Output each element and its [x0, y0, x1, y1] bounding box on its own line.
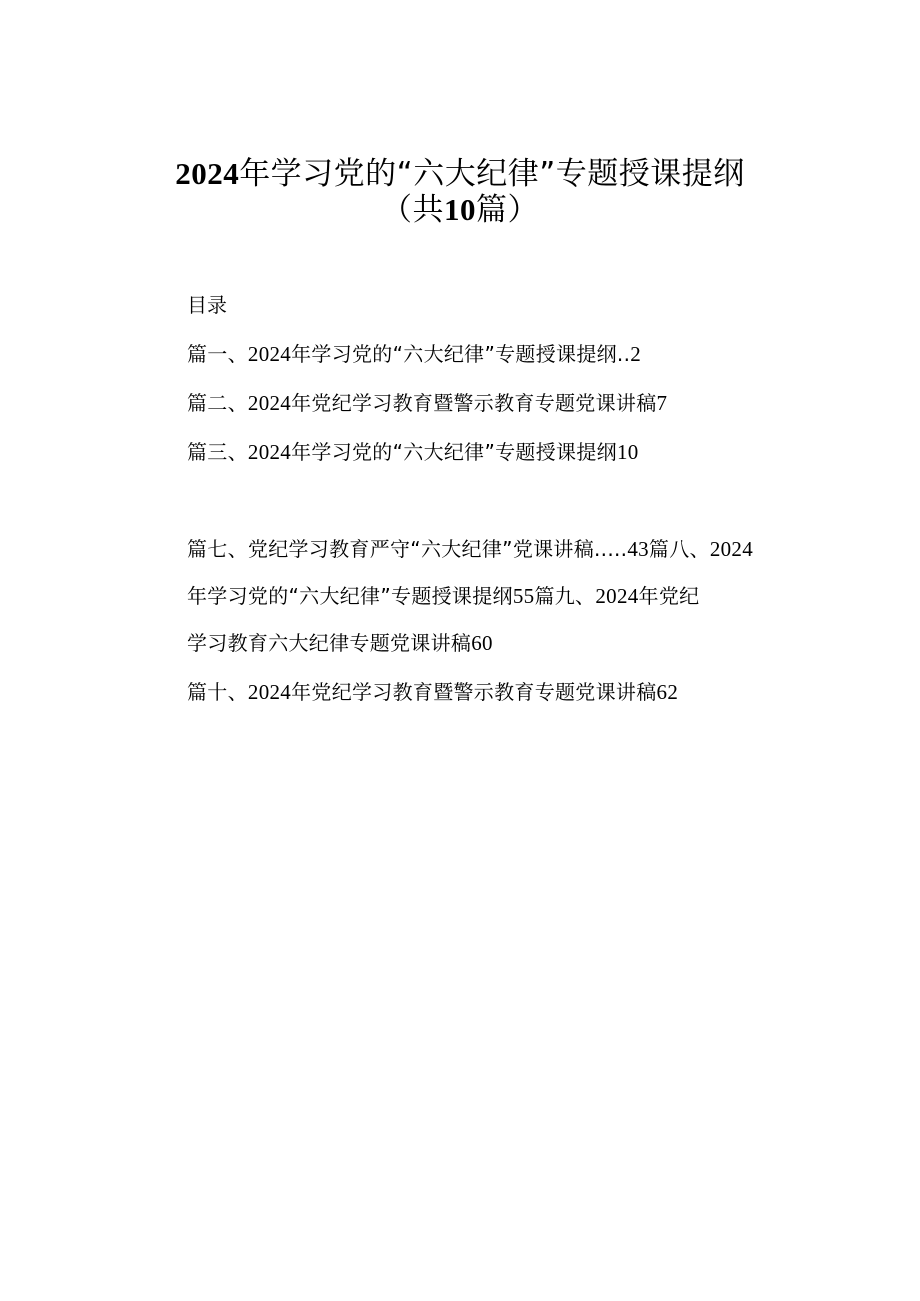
toc-entry-year: 2024 [247, 342, 292, 366]
toc-heading: 目录 [187, 293, 227, 317]
toc-entry-text: 年党纪学习教育暨警示教育专题党课讲稿 [291, 391, 657, 415]
toc-wrapped-page: 55 [512, 584, 535, 608]
toc-wrapped-text: 年学习党的“六大纪律”专题授课提纲 [187, 584, 513, 608]
toc-entry-year: 2024 [247, 440, 292, 464]
toc-entry-page: 7 [656, 391, 668, 415]
toc-wrapped-year: 2024 [709, 537, 754, 561]
toc-entry-year: 2024 [247, 391, 292, 415]
toc-wrapped-text: 年党纪 [638, 584, 700, 608]
toc-wrapped-text: 学习教育六大纪律专题党课讲稿 [187, 631, 472, 655]
title-main-text: 年学习党的“六大纪律”专题授课提纲 [239, 156, 745, 192]
toc-wrapped-prefix: 篇八、 [648, 537, 710, 561]
title-count-number: 10 [444, 192, 476, 227]
title-year: 2024 [175, 156, 240, 191]
title-count-open: （共 [381, 192, 444, 228]
toc-entry-1 [187, 338, 641, 367]
toc-entry-page: 2 [630, 342, 642, 366]
toc-wrapped-line-1 [187, 533, 753, 562]
toc-entry-text: 年学习党的“六大纪律”专题授课提纲.. [291, 342, 631, 366]
toc-wrapped-year: 2024 [595, 584, 639, 608]
toc-entry-page: 62 [656, 680, 679, 704]
toc-wrapped-prefix: 篇九、 [534, 584, 596, 608]
toc-entry-page: 10 [616, 440, 639, 464]
toc-entry-text: 年党纪学习教育暨警示教育专题党课讲稿 [291, 680, 657, 704]
toc-wrapped-text: 篇七、党纪学习教育严守“六大纪律”党课讲稿..... [187, 537, 628, 561]
toc-wrapped-line-3 [187, 627, 493, 656]
toc-entry-prefix: 篇十、 [187, 680, 248, 704]
toc-wrapped-page: 43 [627, 537, 649, 561]
toc-wrapped-page: 60 [471, 631, 493, 655]
title-count-close: 篇） [476, 192, 539, 228]
toc-entry-prefix: 篇一、 [187, 342, 248, 366]
toc-entry-year: 2024 [247, 680, 292, 704]
toc-entry-prefix: 篇二、 [187, 391, 248, 415]
toc-entry-3 [187, 436, 639, 465]
toc-entry-2 [187, 387, 667, 416]
document-title-line-2 [0, 184, 920, 229]
toc-entry-10 [187, 676, 678, 705]
toc-entry-text: 年学习党的“六大纪律”专题授课提纲 [291, 440, 617, 464]
toc-wrapped-line-2 [187, 580, 699, 609]
toc-entry-prefix: 篇三、 [187, 440, 248, 464]
